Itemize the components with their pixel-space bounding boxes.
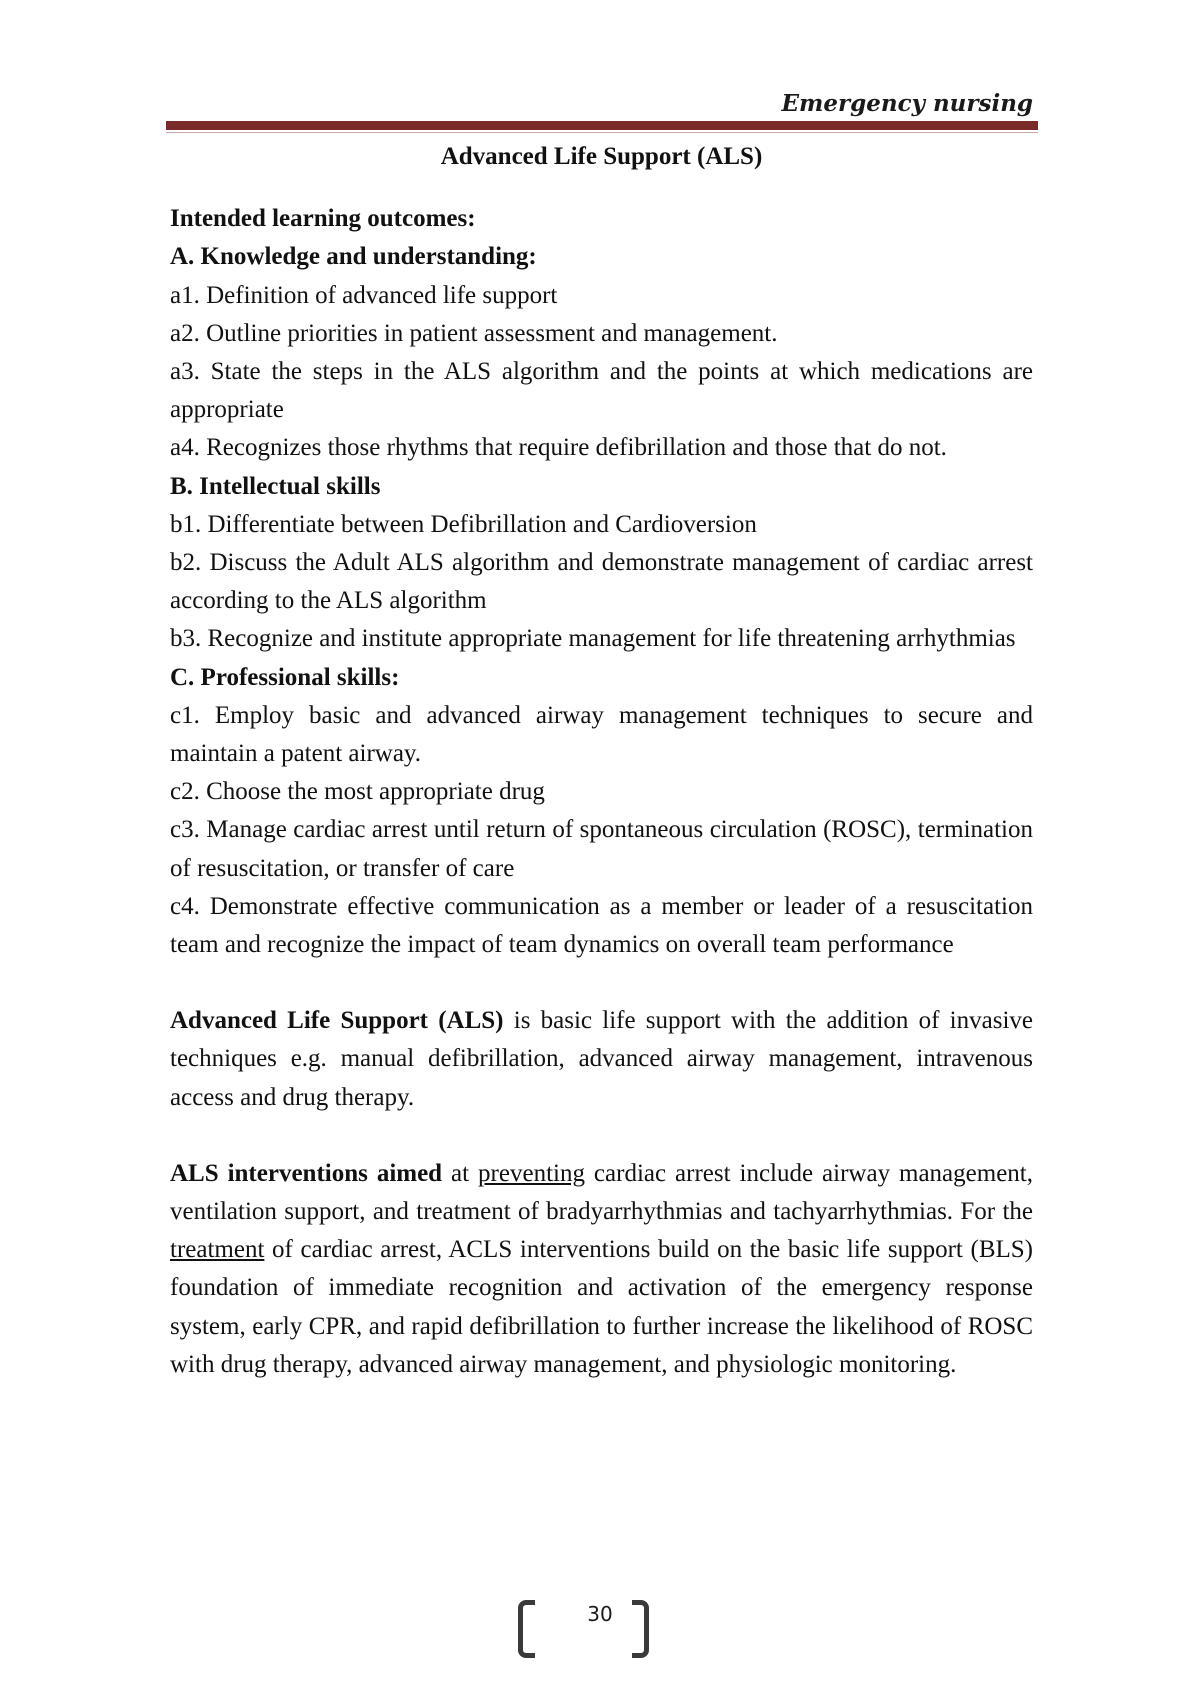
- als-interventions-paragraph: [170, 1155, 1033, 1384]
- underlined-preventing: preventing: [478, 1159, 585, 1187]
- outcome-a3: a3. State the steps in the ALS algorithm and the points at which medications are appropriate: [170, 358, 1033, 424]
- outcome-b1: b1. Differentiate between Defibrillation and Cardioversion: [170, 510, 757, 538]
- outcome-c2: c2. Choose the most appropriate drug: [170, 778, 545, 806]
- als-definition-paragraph: [170, 1002, 1033, 1117]
- running-header-title: Emergency nursing: [781, 90, 1033, 117]
- page-content: [170, 138, 1033, 1384]
- als-interventions-text-2: cardiac arrest include airway management, ventilation support, and treatment of bradyarrhythmias and tachyarrhythmias. For the: [170, 1159, 1033, 1226]
- spacer: [170, 1117, 1033, 1155]
- als-definition-text: is basic life support with the addition of invasive techniques e.g. manual defibrillation, advanced airway management, intravenous access and drug therapy.: [170, 1007, 1033, 1111]
- page-title: Advanced Life Support (ALS): [440, 143, 763, 170]
- section-c-heading: C. Professional skills:: [170, 663, 400, 691]
- header-rule-thin: [166, 132, 1038, 133]
- als-interventions-lead: ALS interventions aimed: [170, 1159, 443, 1187]
- als-interventions-text-3: of cardiac arrest, ACLS interventions build on the basic life support (BLS) foundation of immediate recognition and activation of the emergency response system, early CPR, and rapid defibrillation to further increase the likelihood of ROSC with drug therapy, advanced airway management, and physiologic monitoring.: [170, 1236, 1033, 1378]
- outcomes-heading: Intended learning outcomes:: [170, 205, 476, 233]
- spacer: [170, 964, 1033, 1002]
- outcome-c4: c4. Demonstrate effective communication as a member or leader of a resuscitation team and recognize the impact of team dynamics on overall team performance: [170, 892, 1033, 959]
- outcome-b2: b2. Discuss the Adult ALS algorithm and demonstrate management of cardiac arrest according to the ALS algorithm: [170, 549, 1033, 615]
- outcome-b3: b3. Recognize and institute appropriate management for life threatening arrhythmias: [170, 625, 1016, 653]
- outcome-a1: a1. Definition of advanced life support: [170, 281, 558, 309]
- underlined-treatment: treatment: [170, 1236, 265, 1264]
- als-definition-lead: Advanced Life Support (ALS): [170, 1007, 504, 1035]
- als-interventions-text-1: at: [442, 1159, 479, 1187]
- section-b-heading: B. Intellectual skills: [170, 472, 381, 500]
- page-number-right-bracket: [632, 1600, 649, 1658]
- outcome-a2: a2. Outline priorities in patient assessment and management.: [170, 319, 778, 347]
- outcome-a4: a4. Recognizes those rhythms that require defibrillation and those that do not.: [170, 434, 947, 462]
- section-a-heading: A. Knowledge and understanding:: [170, 243, 537, 271]
- outcome-c1: c1. Employ basic and advanced airway management techniques to secure and maintain a patent airway.: [170, 701, 1033, 768]
- header-rule: [166, 121, 1038, 130]
- page-number: 30: [587, 1602, 613, 1626]
- outcome-c3: c3. Manage cardiac arrest until return of spontaneous circulation (ROSC), termination of resuscitation, or transfer of care: [170, 816, 1033, 882]
